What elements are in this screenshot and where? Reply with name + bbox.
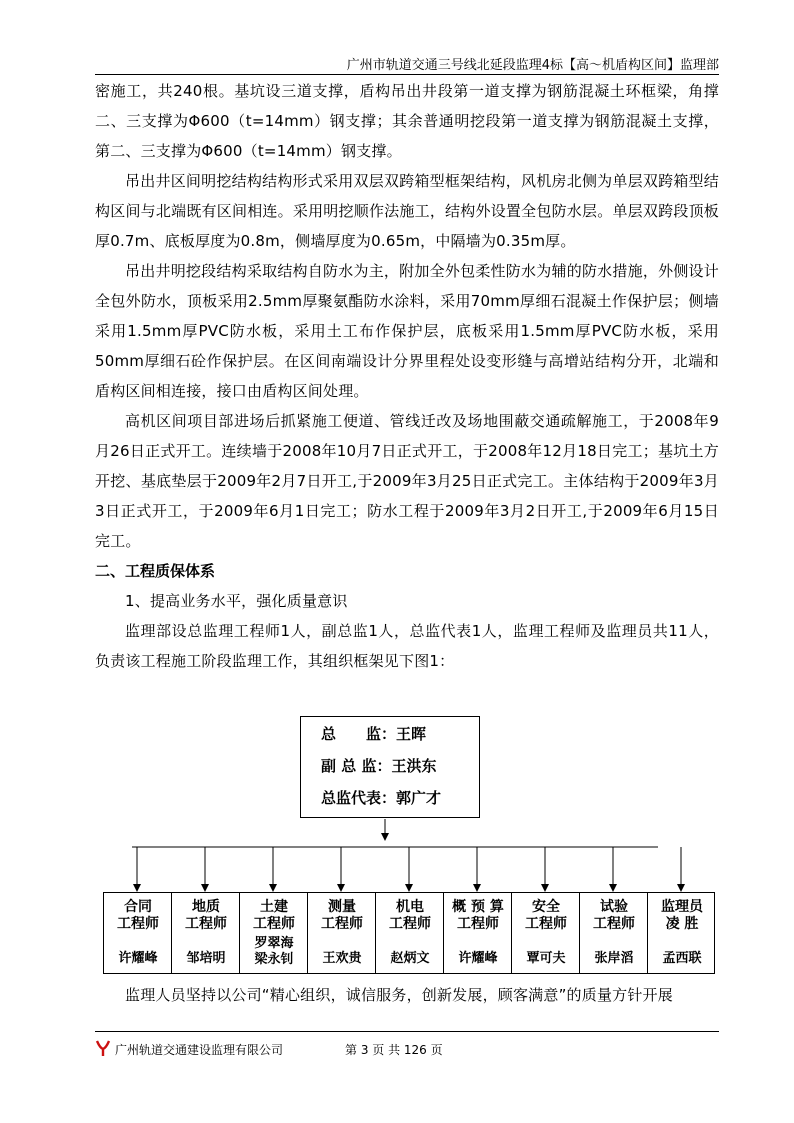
page-footer [95,1031,719,1060]
role-label: 总 监： [321,725,397,743]
engineer-column [376,893,444,973]
engineer-title-line: 测量 [328,899,356,915]
engineer-title [444,899,512,933]
engineer-title-line: 概 预 算 [452,899,504,915]
engineer-title [648,899,716,933]
engineer-name: 张岸滔 [594,951,634,966]
engineer-name: 邹培明 [186,951,226,966]
paragraph-schedule: 高机区间项目部进场后抓紧施工便道、管线迁改及场地围蔽交通疏解施工，于2008年9月26日正式开工。连续墙于2008年10月7日正式开工，于2008年12月18日完工；基坑土方开挖、基底垫层于2009年2月7日开工,于2009年3月25日正式完工。主体结构于2009年3月3日正式开工，于2009年6月1日完工；防水工程于2009年3月2日开工,于2009年6月15日完工。 [95,412,719,550]
engineer-name: 覃可夫 [526,951,566,966]
arrowhead-main [381,833,389,841]
person-name: 王晖 [396,725,427,743]
page-header [95,48,719,75]
engineer-name: 梁永钊 [254,952,294,967]
person-name: 王洪东 [391,757,437,775]
engineer-column [172,893,240,973]
document-body [95,76,719,676]
engineer-column [444,893,512,973]
engineer-name: 赵炳文 [390,951,430,966]
engineer-title [512,899,580,933]
engineer-name: 孟西联 [662,951,702,966]
engineer-column [308,893,376,973]
person-name: 郭广才 [396,789,442,807]
engineer-title-line: 工程师 [321,916,363,932]
footer-company: 广州轨道交通建设监理有限公司 [115,1043,284,1057]
paragraph-continuation: 密施工，共240根。基坑设三道支撑，盾构吊出井段第一道支撑为钢筋混凝土环框梁，角撑二、三支撑为Φ600（t=14mm）钢支撑；其余普通明挖段第一道支撑为钢筋混凝土支撑，第二、三支撑为Φ600（t=14mm）钢支撑。 [95,82,719,160]
engineer-names [240,936,308,968]
engineer-title-line: 工程师 [389,916,431,932]
paragraph-organization: 监理部设总监理工程师1人，副总监1人，总监代表1人，监理工程师及监理员共11人，负责该工程施工阶段监理工作，其组织框架见下图1： [95,622,719,670]
leadership-line [321,719,479,749]
arrowhead-drop [541,884,549,892]
arrowhead-drop [473,884,481,892]
footer-page-number: 第 3 页 共 126 页 [345,1043,443,1057]
engineer-title [580,899,648,933]
engineer-title-line: 工程师 [253,916,295,932]
engineer-column [580,893,648,973]
engineer-title [376,899,444,933]
role-label: 副 总 监： [321,757,392,775]
engineer-title-line: 试验 [600,899,628,915]
leadership-line [321,783,479,813]
column-divider [647,893,648,973]
arrowhead-drop [337,884,345,892]
leadership-line [321,751,479,781]
column-divider [443,893,444,973]
subheading: 1、提高业务水平，强化质量意识 [125,592,348,610]
engineer-title-line: 土建 [260,899,288,915]
engineer-title [172,899,240,933]
column-divider [579,893,580,973]
connector-drops [133,847,685,892]
engineer-title-line: 工程师 [457,916,499,932]
leadership-box [300,716,480,818]
arrowhead-drop [269,884,277,892]
engineer-title-line: 机电 [396,899,424,915]
header-title: 广州市轨道交通三号线北延段监理4标【高～机盾构区间】监理部 [346,58,719,73]
engineer-title-line: 工程师 [117,916,159,932]
paragraph-waterproof: 吊出井明挖段结构采取结构自防水为主，附加全外包柔性防水为辅的防水措施，外侧设计全包外防水，顶板采用2.5mm厚聚氨酯防水涂料，采用70mm厚细石混凝土作保护层；侧墙采用1.5mm厚PVC防水板，采用土工布作保护层，底板采用1.5mm厚PVC防水板，采用50mm厚细石砼作保护层。在区间南端设计分界里程处设变形缝与高增站结构分开，北端和盾构区间相连接，接口由盾构区间处理。 [95,262,719,400]
column-divider [239,893,240,973]
engineer-title-line: 工程师 [525,916,567,932]
engineer-column [104,893,172,973]
engineer-column [512,893,580,973]
engineer-title-line: 合同 [124,899,152,915]
engineer-title-line: 凌 胜 [665,916,699,932]
role-label: 总监代表： [321,789,397,807]
engineer-title [104,899,172,933]
section-heading: 二、工程质保体系 [95,562,216,580]
engineer-column [648,893,716,973]
arrowhead-drop [201,884,209,892]
arrowhead-drop [609,884,617,892]
engineer-title-line: 工程师 [593,916,635,932]
column-divider [307,893,308,973]
engineer-title-line: 安全 [532,899,560,915]
closing-block [95,980,735,1010]
arrowhead-drop [133,884,141,892]
arrowhead-drop [405,884,413,892]
engineer-title [240,899,308,933]
paragraph-closing: 监理人员坚持以公司“精心组织，诚信服务，创新发展，顾客满意”的质量方针开展 [125,986,673,1004]
arrowhead-drop [677,884,685,892]
company-logo-icon [95,1039,111,1057]
engineer-name: 许耀峰 [458,951,498,966]
engineer-name: 罗翠海 [254,936,294,951]
paragraph-structure: 吊出井区间明挖结构结构形式采用双层双跨箱型框架结构，风机房北侧为单层双跨箱型结构区间与北端既有区间相连。采用明挖顺作法施工，结构外设置全包防水层。单层双跨段顶板厚0.7m、底板厚度为0.8m，侧墙厚度为0.65m，中隔墙为0.35m厚。 [95,172,719,250]
engineer-name: 许耀峰 [118,951,158,966]
engineer-title-line: 监理员 [661,899,703,915]
engineers-box [103,892,715,974]
column-divider [171,893,172,973]
engineer-title [308,899,376,933]
org-chart [95,716,719,986]
engineer-title-line: 工程师 [185,916,227,932]
engineer-name: 王欢贵 [322,951,362,966]
column-divider [511,893,512,973]
engineer-column [240,893,308,973]
engineer-title-line: 地质 [192,899,220,915]
column-divider [375,893,376,973]
